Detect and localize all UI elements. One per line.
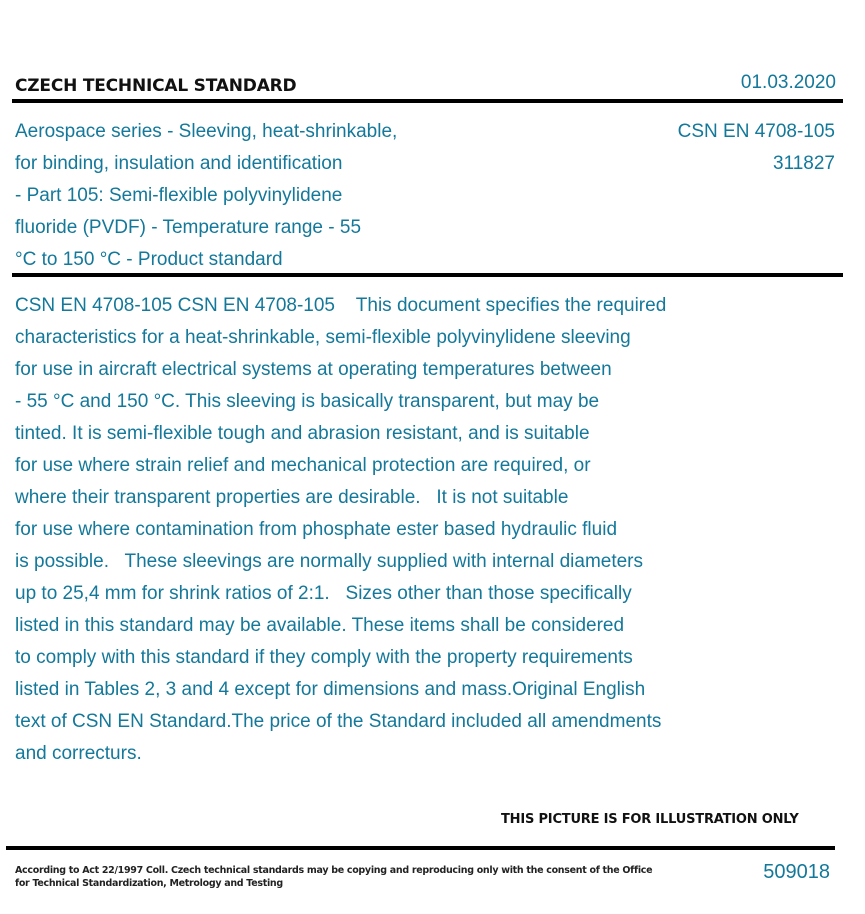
description-line: for use in aircraft electrical systems at operating temperatures between: [15, 359, 612, 380]
document-type-heading: CZECH TECHNICAL STANDARD: [15, 76, 297, 96]
header-divider: [12, 99, 843, 103]
description-line: and correcturs.: [15, 743, 142, 764]
description-line: listed in Tables 2, 3 and 4 except for dimensions and mass.Original English: [15, 679, 646, 700]
description-line: to comply with this standard if they comply with the property requirements: [15, 647, 633, 668]
footer-catalog-number: 509018: [763, 861, 830, 883]
standard-code: CSN EN 4708-105: [677, 121, 835, 142]
standard-identifiers: [678, 116, 835, 180]
description-line: characteristics for a heat-shrinkable, semi-flexible polyvinylidene sleeving: [15, 327, 631, 348]
description-line: - 55 °C and 150 °C. This sleeving is basically transparent, but may be: [15, 391, 600, 412]
footer-divider: [6, 846, 835, 850]
description-line: is possible. These sleevings are normally supplied with internal diameters: [15, 551, 644, 572]
legal-notice: [15, 864, 652, 890]
description-line: for use where strain relief and mechanical protection are required, or: [15, 455, 591, 476]
standard-title-line: for binding, insulation and identification: [15, 153, 343, 174]
standard-title-line: fluoride (PVDF) - Temperature range - 55: [15, 217, 362, 238]
title-divider: [12, 273, 843, 277]
standard-title-line: Aerospace series - Sleeving, heat-shrinkable,: [15, 121, 398, 142]
standard-title-line: - Part 105: Semi-flexible polyvinylidene: [15, 185, 343, 206]
standard-title-line: °C to 150 °C - Product standard: [15, 249, 283, 270]
description-line: text of CSN EN Standard.The price of the Standard included all amendments: [15, 711, 662, 732]
illustration-note: THIS PICTURE IS FOR ILLUSTRATION ONLY: [501, 812, 799, 827]
description-line: where their transparent properties are desirable. It is not suitable: [15, 487, 569, 508]
description-line: tinted. It is semi-flexible tough and abrasion resistant, and is suitable: [15, 423, 590, 444]
description-line: for use where contamination from phosphate ester based hydraulic fluid: [15, 519, 618, 540]
description-line: up to 25,4 mm for shrink ratios of 2:1. Sizes other than those specifically: [15, 583, 632, 604]
standard-description: [15, 290, 666, 770]
standard-title: [15, 116, 397, 276]
legal-notice-line: for Technical Standardization, Metrology and Testing: [15, 878, 283, 889]
legal-notice-line: According to Act 22/1997 Coll. Czech technical standards may be copying and reproducing only with the consent of the Office: [15, 865, 653, 876]
publication-date: 01.03.2020: [740, 72, 836, 93]
standard-catalog-number: 311827: [773, 153, 835, 174]
description-line: listed in this standard may be available. These items shall be considered: [15, 615, 625, 636]
description-line: CSN EN 4708-105 CSN EN 4708-105 This document specifies the required: [15, 295, 667, 316]
